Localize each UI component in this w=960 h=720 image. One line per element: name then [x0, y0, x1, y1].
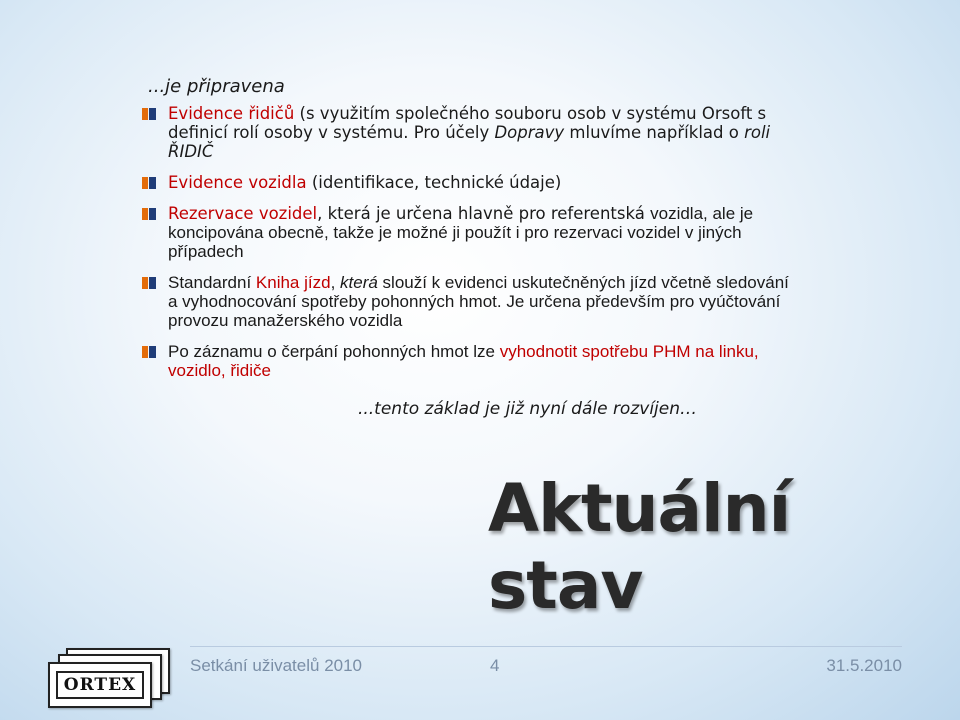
footer-date: 31.5.2010: [826, 656, 902, 675]
bullet-text-segment: slouží k evidenci uskutečněných jízd včetně sledování a vyhodnocování spotřeby pohonných hmot. Je určena především pro vyúčtování provozu manažerského vozidla: [168, 273, 789, 330]
bullet-item: [142, 173, 802, 192]
bullet-text-segment: Evidence řidičů: [168, 104, 295, 123]
bullet-marker-icon: [142, 108, 156, 120]
footer-event: Setkání uživatelů 2010: [190, 656, 363, 675]
bullet-text-segment: Kniha jízd: [255, 273, 331, 292]
bullet-marker-icon: [142, 177, 156, 189]
bullet-item: [142, 273, 802, 330]
bullet-marker-icon: [142, 277, 156, 289]
intro-text: ...je připravena: [148, 76, 285, 97]
bullet-text-segment: (identifikace, technické údaje): [306, 173, 562, 192]
bullet-marker-icon: [142, 346, 156, 358]
bullet-marker-icon: [142, 208, 156, 220]
bullet-item: [142, 104, 802, 161]
ortex-logo: [48, 648, 170, 706]
footer-page-number: 4: [490, 656, 500, 675]
bullet-item: [142, 342, 802, 380]
logo-text: ORTEX: [56, 671, 144, 699]
bullet-text-segment: Standardní: [168, 273, 256, 292]
bullet-text-segment: roli ŘIDIČ: [168, 123, 771, 161]
bullet-text-segment: Po záznamu o čerpání pohonných hmot lze: [168, 342, 500, 361]
bullet-text-segment: Rezervace vozidel: [168, 204, 318, 223]
bullet-text-segment: (s využitím společného souboru osob v systému Orsoft s definicí rolí osoby v systému. Pro účely: [168, 104, 767, 142]
bullet-text-segment: Evidence vozidla: [168, 173, 307, 192]
bullet-text-segment: ,: [330, 273, 341, 292]
bullet-list: [142, 104, 802, 392]
bullet-item: [142, 204, 802, 261]
bullet-text-segment: mluvíme například o: [564, 123, 745, 142]
closing-text: ...tento základ je již nyní dále rozvíjen…: [357, 399, 697, 419]
slide-title: Aktuální stav: [488, 470, 791, 624]
footer-divider: [190, 646, 902, 647]
bullet-text-segment: vyhodnotit spotřebu PHM na linku, vozidlo, řidiče: [168, 342, 759, 380]
bullet-text-segment: vozidla, ale je koncipována obecně, takže je možné ji použít i pro rezervaci vozidel v jiných případech: [168, 204, 754, 261]
bullet-text-segment: Dopravy: [494, 123, 565, 142]
bullet-text-segment: která: [340, 273, 378, 292]
bullet-text-segment: , která je určena hlavně pro referentská: [317, 204, 651, 223]
